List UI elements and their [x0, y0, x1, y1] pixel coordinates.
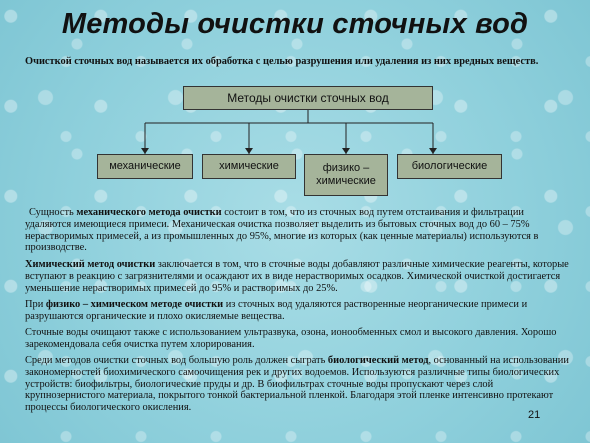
p5-post: , основанный на использовании закономерностей биохимического самоочищения рек и других водоемов. Используются различные типы биологических устройств: биофильтры, биологические пруды и др. В биофильтрах сточные воды пропускают через слой крупнозернистого материала, покрытого тонкой бактериальной пленкой. Благодаря этой пленке интенсивно протекают процессы биологического окисления.	[25, 355, 569, 414]
p1-pre: Сущность	[29, 207, 77, 218]
p4-text: Сточные воды очищают также с использованием ультразвука, озона, ионообменных смол и высокого давления. Хорошо зарекомендовала себя очистка путем хлорирования.	[25, 327, 557, 350]
diagram-box-mechanical: механические	[97, 154, 193, 179]
diagram-box-physchem: физико – химические	[304, 154, 388, 196]
diagram-root-box: Методы очистки сточных вод	[183, 86, 433, 110]
p3-post: из сточных вод удаляются растворенные неорганические примеси и разрушаются органические и плохо окисляемые вещества.	[25, 299, 528, 322]
intro-rest: называется их обработка с целью разрушения или удаления из них вредных веществ.	[132, 56, 539, 67]
p2-bold: Химический метод очистки	[25, 259, 156, 270]
paragraph-biological	[25, 355, 570, 414]
p5-pre: Среди методов очистки сточных вод большую роль должен сыграть	[25, 355, 328, 366]
p3-bold: физико – химическом методе очистки	[45, 299, 224, 310]
diagram-box-chemical: химические	[202, 154, 296, 179]
page-title: Методы очистки сточных вод	[61, 8, 529, 40]
paragraph-chemical	[25, 259, 570, 294]
paragraph-other-methods	[25, 327, 570, 351]
p3-pre: При	[25, 299, 46, 310]
p1-post: состоит в том, что из сточных вод путем отстаивания и фильтрации удаляются имеющиеся примеси. Механическая очистка позволяет выделить из бытовых сточных вод до 60 – 75% нерастворимых примесей, а из промышленных до 95%, многие из которых (как ценные материалы) используются в производстве.	[25, 207, 539, 254]
p2-post: заключается в том, что в сточные воды добавляют различные химические реагенты, которые вступают в реакцию с загрязнителями и осаждают их в виде нерастворимых осадков. Химической очисткой достигается уменьшение нерастворимых примесей до 95% и растворимых до 25%.	[25, 259, 569, 294]
page-number: 21	[528, 409, 541, 421]
diagram-box-biological: биологические	[397, 154, 502, 179]
p5-bold: биологический метод	[327, 355, 429, 366]
paragraph-mechanical	[25, 207, 570, 254]
intro-term: Очисткой сточных вод	[25, 56, 133, 67]
paragraph-physchem	[25, 299, 570, 323]
p1-bold: механического метода очистки	[76, 207, 222, 218]
